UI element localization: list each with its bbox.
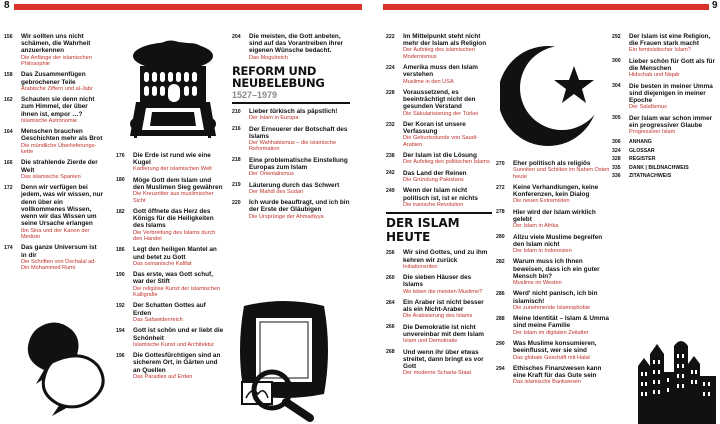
entry-title: Das Zusammenfügen gebrochener Teile (21, 71, 86, 86)
entry-subtitle: Der Aufstieg des islamischen Modernismus (403, 47, 475, 60)
crescent-star-illustration-icon (500, 36, 610, 154)
entry-subtitle: Das osmanische Kalifat (133, 260, 192, 267)
entry-subtitle: Muslime in den USA (403, 78, 454, 85)
speech-bubbles-illustration-icon (22, 318, 108, 418)
entry-title: Die besten in meiner Umma sind diejenigen in meiner Epoche (629, 82, 713, 105)
toc-entry (116, 302, 224, 323)
entry-subtitle: Islamische Astronomie (21, 117, 77, 124)
entry-title: Wenn der Islam nicht politisch ist, ist er nichts (403, 187, 478, 202)
page-ref: 176 (116, 152, 125, 159)
page-ref: 336 (612, 173, 621, 180)
toc-entry (496, 365, 612, 386)
entry-subtitle: Die Anfänge der islamischen Philosophie (21, 54, 92, 68)
entry-subtitle: Der Mahdi des Sudan (249, 188, 304, 195)
entry-title: Keine Verhandlungen, keine Konferenzen, kein Dialog (513, 184, 599, 199)
page-ref: 256 (386, 249, 395, 256)
entry-subtitle: Die Gründung Pakistans (403, 177, 464, 184)
toc-entry (232, 33, 350, 61)
entry-title: Hier wird der Islam wirklich gelebt (513, 208, 596, 224)
page-ref: 270 (496, 160, 505, 167)
appendix-label: ANHANG (629, 139, 652, 146)
entry-subtitle: Das Safawidenreich (133, 316, 183, 323)
page-ref: 268 (386, 349, 395, 356)
red-header-bar-left (14, 4, 362, 10)
appendix-entry (612, 156, 716, 162)
entry-title: Wir sind Gottes, und zu ihm kehren wir zurück (403, 249, 488, 264)
entry-title: Was Muslime konsumieren, beeinflusst, wer sie sind (513, 340, 597, 355)
entry-subtitle: Der Islam im digitalen Zeitalter (513, 329, 589, 336)
entry-subtitle: Die iranische Revolution (403, 201, 464, 208)
entry-subtitle: Die mündliche Überlieferungs-kette (21, 142, 97, 156)
entry-subtitle: Die Säkularisierung der Türkei (403, 110, 479, 117)
entry-subtitle: Die Ursprünge der Ahmadiyya (249, 213, 324, 220)
page-ref: 166 (4, 160, 13, 167)
toc-column-4 (386, 33, 492, 381)
entry-title: Schauten sie denn nicht zum Himmel, der über ihnen ist, empor …? (21, 96, 95, 118)
toc-entry (4, 96, 104, 124)
toc-entry (496, 209, 612, 230)
page-number-right: 9 (712, 0, 718, 11)
section-title-reform: REFORM UND NEUBELEBUNG (232, 64, 325, 91)
palace-illustration-icon (128, 36, 218, 142)
page-ref: 192 (116, 303, 125, 310)
toc-entry (496, 184, 612, 205)
section-title-heute: DER ISLAM HEUTE (386, 212, 492, 244)
appendix-entry (612, 173, 716, 179)
entry-subtitle: Die Arabisierung des Islams (403, 313, 473, 320)
entry-subtitle: Das islamische Spanien (21, 173, 81, 180)
entry-subtitle: Kartierung der islamischen Welt (133, 166, 212, 173)
page-ref: 306 (612, 139, 621, 146)
entry-title: Ethisches Finanzwesen kann eine Kraft für das Gute sein (513, 364, 602, 380)
entry-title: Lieber türkisch als päpstlich! (249, 108, 338, 116)
toc-entry (386, 349, 492, 377)
appendix-label: REGISTER (629, 156, 656, 163)
red-header-bar-right (383, 4, 709, 10)
page-ref: 164 (4, 128, 13, 135)
toc-column-5 (496, 160, 612, 390)
page-ref: 282 (496, 259, 505, 266)
entry-title: Eher politisch als religiös (513, 160, 591, 167)
toc-entry (116, 177, 224, 204)
appendix-entry (612, 148, 716, 154)
page-ref: 219 (232, 182, 241, 189)
toc-entry (4, 71, 104, 92)
entry-title: Gott öffnete das Herz des Königs für die Heiligkeiten des Islams (133, 208, 214, 230)
toc-entry (386, 170, 492, 184)
page-ref: 186 (116, 247, 125, 254)
entry-subtitle: Die religiöse Kunst der islamischen Kalligrafie (133, 285, 221, 299)
entry-title: Menschen brauchen Geschichten mehr als Brot (21, 128, 103, 143)
page-ref: 182 (116, 208, 125, 215)
entry-title: Die strahlende Zierde der Welt (21, 159, 98, 174)
toc-column-6 (612, 33, 716, 181)
entry-subtitle: Das globale Geschäft mit Halal (513, 354, 590, 361)
entry-title: Warum muss ich Ihnen beweisen, dass ich ein guter Mensch bin? (513, 258, 600, 280)
page-ref: 292 (612, 33, 621, 40)
toc-entry (116, 246, 224, 267)
toc-entry (232, 108, 350, 122)
toc-entry (386, 89, 492, 117)
entry-title: Amerika muss den Islam verstehen (403, 64, 478, 79)
toc-entry (386, 324, 492, 345)
toc-entry (232, 157, 350, 178)
entry-subtitle: Ein feministischer Islam? (629, 47, 691, 54)
toc-entry (496, 290, 612, 311)
page-ref: 222 (386, 33, 395, 40)
entry-title: Wir sollten uns nicht schämen, die Wahrheit anzuerkennen (21, 33, 91, 55)
entry-subtitle: Initiationsriten (403, 263, 438, 270)
entry-title: Der Islam ist die Lösung (403, 152, 477, 160)
entry-subtitle: Progressiver Islam (629, 129, 676, 136)
entry-subtitle: Ibn Sina und der Kanon der Medizin (21, 227, 90, 240)
entry-title: Im Mittelpunkt steht nicht mehr der Islam als Religion (403, 33, 487, 48)
entry-subtitle: Der Aufstieg des politischen Islams (403, 159, 490, 166)
page-ref: 264 (386, 299, 395, 306)
page-ref: 290 (496, 340, 505, 347)
entry-title: Das ganze Universum ist in dir (21, 244, 97, 259)
entry-subtitle: Das islamische Bankwesen (513, 379, 582, 386)
entry-title: Voraussetzend, es beeinträchtigt nicht den gesunden Verstand (403, 89, 476, 111)
page-ref: 260 (386, 274, 395, 281)
entry-subtitle: Hidschab und Niqab (629, 72, 680, 79)
page-ref: 180 (116, 177, 125, 184)
entry-subtitle: Der Orientalismus (249, 171, 294, 178)
entry-title: Gott ist schön und er liebt die Schönheit (133, 327, 224, 342)
entry-subtitle: Die Schriften von Dschalal ad-Din Mohammed Rumi (21, 258, 97, 272)
toc-entry (612, 33, 716, 54)
entry-title: Das erste, was Gott schuf, war der Stift (133, 271, 213, 286)
toc-entry (496, 160, 612, 180)
toc-entry (386, 299, 492, 320)
toc-entry (116, 327, 224, 348)
toc-entry (4, 184, 104, 240)
toc-entry (386, 121, 492, 148)
page-ref: 335 (612, 164, 621, 171)
page-ref: 278 (496, 209, 505, 216)
entry-subtitle: Islam und Demokratie (403, 338, 458, 345)
toc-entry (496, 340, 612, 361)
page-ref: 216 (232, 126, 241, 133)
entry-subtitle: Die Geburtsstunde von Saudi-Arabien (403, 135, 478, 148)
entry-title: Der Schatten Gottes auf Erden (133, 302, 206, 317)
appendix-label: DANK | BILDNACHWEIS (629, 164, 689, 171)
framed-picture-magnifier-icon (238, 298, 348, 422)
page-ref: 249 (386, 188, 395, 195)
entry-title: Denn wir verfügen bei jedem, was wir wissen, nur denn über ein vollkommenes Wissen, wenn wir das Wissen um seine Ursache erlangen (21, 184, 104, 228)
appendix-entry (612, 165, 716, 171)
page-ref: 224 (386, 64, 395, 71)
entry-title: Der Koran ist unsere Verfassung (403, 121, 466, 136)
page-ref: 156 (4, 33, 13, 40)
toc-entry (116, 352, 224, 380)
toc-column-3 (232, 33, 350, 224)
appendix-label: GLOSSAR (629, 147, 655, 154)
toc-entry (386, 152, 492, 166)
toc-entry (612, 58, 716, 79)
toc-entry (612, 83, 716, 111)
toc-entry (386, 274, 492, 295)
entry-subtitle: Der Islam in Afrika (513, 223, 559, 230)
page-ref: 266 (386, 324, 395, 331)
page-ref: 204 (232, 33, 241, 40)
toc-entry (386, 33, 492, 60)
toc-entry (4, 159, 104, 180)
entry-subtitle: Der moderne Scharia-Staat (403, 370, 472, 377)
page-ref: 304 (612, 83, 621, 90)
entry-title: Der Islam ist eine Religion, die Frauen stark macht (629, 33, 711, 48)
toc-entry (116, 271, 224, 298)
entry-subtitle: Das Mogulreich (249, 54, 288, 61)
entry-title: Die Demokratie ist nicht unvereinbar mit dem Islam (403, 323, 484, 338)
toc-entry (232, 199, 350, 220)
entry-title: Die sieben Häuser des Islams (403, 274, 472, 289)
entry-subtitle: Der Salafismus (629, 104, 667, 111)
page-ref: 232 (386, 121, 395, 128)
entry-title: Allzu viele Muslime begreifen den Islam nicht (513, 233, 603, 248)
toc-entry (386, 64, 492, 85)
toc-entry (386, 187, 492, 208)
entry-title: Möge Gott dem Islam und den Muslimen Sieg gewähren (133, 176, 223, 192)
page-ref: 242 (386, 170, 395, 177)
toc-entry (232, 182, 350, 196)
page-ref: 220 (232, 199, 241, 206)
entry-title: Die Erde ist rund wie eine Kugel (133, 152, 211, 167)
entry-subtitle: Der Wahhabismus – die islamische Reformation (249, 140, 337, 153)
page-ref: 210 (232, 108, 241, 115)
page-ref: 190 (116, 271, 125, 278)
entry-subtitle: Arabische Ziffern und al-Jabr (21, 85, 93, 92)
page-ref: 196 (116, 352, 125, 359)
entry-title: Ich wurde beauftragt, und ich bin der Erste der Gläubigen (249, 199, 350, 214)
entry-subtitle: Sunniten und Schiiten im Nahen Osten heute (513, 167, 610, 180)
page-ref: 238 (386, 152, 395, 159)
entry-subtitle: Islamische Kunst und Architektur (133, 341, 215, 348)
entry-subtitle: Der Islam in Indonesien (513, 248, 572, 255)
page-ref: 328 (612, 156, 621, 163)
page-ref: 218 (232, 157, 241, 164)
toc-entry (4, 128, 104, 155)
toc-column-2 (116, 152, 224, 384)
toc-entry (386, 249, 492, 270)
entry-subtitle: Die Verbreitung des Islams durch den Handel (133, 229, 216, 243)
page-ref: 305 (612, 115, 621, 122)
entry-subtitle: Muslime im Westen (513, 280, 562, 287)
entry-subtitle: Die zunehmende Islamophobie (513, 304, 591, 311)
page-ref: 158 (4, 72, 13, 79)
page-ref: 294 (496, 365, 505, 372)
page-number-left: 8 (4, 0, 10, 11)
city-skyline-illustration-icon (636, 336, 720, 424)
page-ref: 174 (4, 244, 13, 251)
entry-title: Läuterung durch das Schwert (249, 181, 340, 189)
entry-title: Die Gottesfürchtigen sind an sicherem Ort, in Gärten und an Quellen (133, 352, 221, 374)
entry-subtitle: Das Paradies auf Erden (133, 373, 193, 380)
page-ref: 280 (496, 234, 505, 241)
toc-entry (496, 315, 612, 336)
entry-subtitle: Der Islam in Europa (249, 115, 299, 122)
toc-entry (116, 208, 224, 242)
toc-entry (612, 115, 716, 136)
entry-title: Der Islam war schon immer ein progressiver Glaube (629, 114, 713, 129)
appendix-label: ZITATNACHWEIS (629, 173, 672, 180)
entry-subtitle: Die Kreuzritter aus muslimischer Sicht (133, 191, 214, 204)
toc-entry (116, 152, 224, 173)
entry-title: Ein Araber ist nicht besser als ein Nicht-Araber (403, 298, 484, 314)
page-ref: 162 (4, 96, 13, 103)
toc-entry (496, 258, 612, 286)
page-ref: 288 (496, 315, 505, 322)
entry-title: Das Land der Reinen (403, 169, 467, 177)
entry-title: Meine Identität – Islam & Umma sind meine Familie (513, 315, 609, 330)
page-ref: 194 (116, 327, 125, 334)
entry-subtitle: Wo leben die meisten Muslime? (403, 288, 483, 295)
page-ref: 286 (496, 291, 505, 298)
page-ref: 272 (496, 184, 505, 191)
page-ref: 300 (612, 58, 621, 65)
entry-title: Die meisten, die Gott anbeten, sind auf das Vorantreiben ihrer eigenen Wünsche bedacht. (249, 33, 343, 55)
page-ref: 228 (386, 89, 395, 96)
page-ref: 172 (4, 184, 13, 191)
entry-title: Lieber schön für Gott als für die Menschen (629, 57, 715, 73)
section-years-reform: 1527–1979 (232, 90, 350, 104)
entry-title: Der Erneuerer der Botschaft des Islams (249, 125, 348, 140)
page-ref: 324 (612, 147, 621, 154)
entry-subtitle: Die neuen Extremisten (513, 198, 570, 205)
entry-title: Werd' nicht panisch, ich bin islamisch! (513, 290, 598, 305)
entry-title: Eine problematische Einstellung Europas zum Islam (249, 156, 348, 172)
appendix-entry (612, 139, 716, 145)
entry-title: Und wenn ihr über etwas streitet, dann bringt es vor Gott (403, 348, 484, 370)
entry-title: Legt den heiligen Mantel an und betet zu Gott (133, 246, 217, 261)
toc-entry (4, 244, 104, 271)
toc-column-1 (4, 33, 104, 276)
toc-entry (232, 126, 350, 153)
toc-entry (4, 33, 104, 67)
toc-entry (496, 234, 612, 255)
